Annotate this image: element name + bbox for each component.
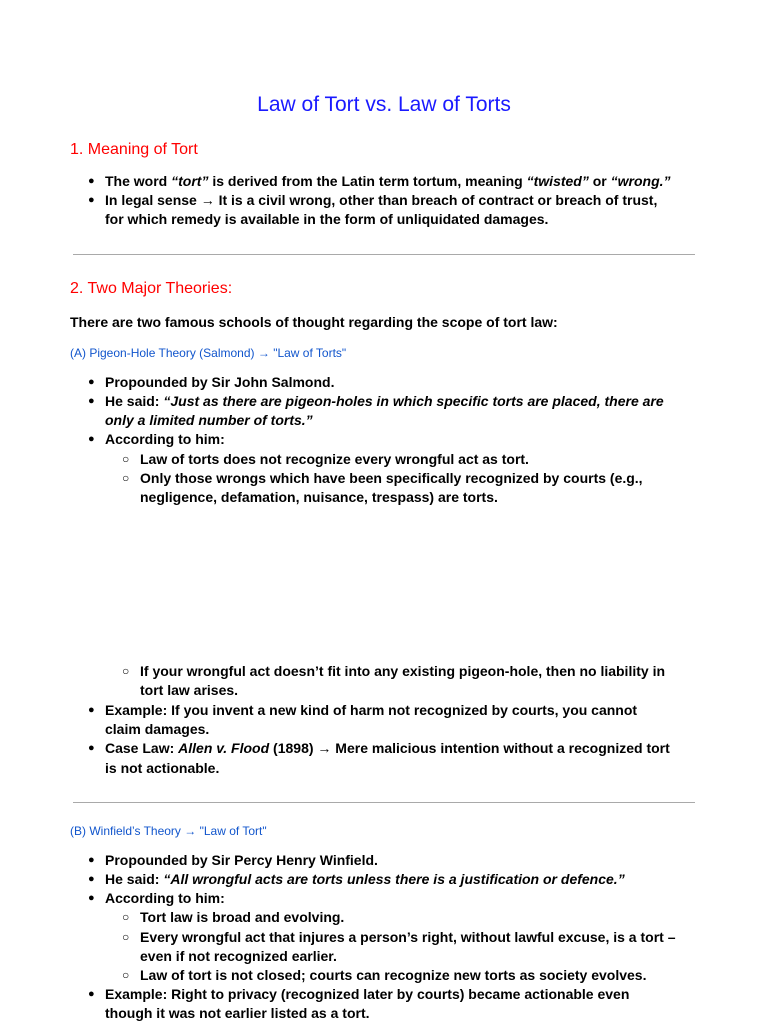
bullet-text-salmond-quote-cont: only a limited number of torts.” [105, 412, 313, 428]
bullet-icon: ● [88, 873, 95, 885]
bullet-icon: ● [88, 892, 95, 904]
subheading-pigeon-hole-theory: (A) Pigeon-Hole Theory (Salmond) → "Law of Torts" [70, 346, 347, 360]
bullet-text-salmond: Propounded by Sir John Salmond. [105, 374, 335, 390]
section-heading-two-theories: 2. Two Major Theories: [70, 280, 233, 297]
sub-bullet-icon: ○ [122, 968, 130, 982]
sub-bullet-text: If your wrongful act doesn’t fit into any existing pigeon-hole, then no liability in [140, 663, 666, 679]
intro-paragraph: There are two famous schools of thought regarding the scope of tort law: [70, 314, 558, 330]
bullet-icon: ● [88, 988, 95, 1000]
bullet-text-winfield: Propounded by Sir Percy Henry Winfield. [105, 852, 378, 868]
section-heading-meaning-of-tort: 1. Meaning of Tort [70, 141, 198, 158]
bullet-text-legal-sense-cont: for which remedy is available in the form of unliquidated damages. [105, 211, 549, 227]
sub-bullet-text: Law of tort is not closed; courts can recognize new torts as society evolves. [140, 967, 647, 983]
sub-bullet-text: Law of torts does not recognize every wrongful act as tort. [140, 451, 529, 467]
sub-bullet-text: Only those wrongs which have been specifically recognized by courts (e.g., [140, 470, 643, 486]
bullet-text-legal-sense: In legal sense → It is a civil wrong, other than breach of contract or breach of trust, [105, 192, 658, 208]
sub-bullet-text-cont: even if not recognized earlier. [140, 948, 337, 964]
bullet-text-case-law: Case Law: Allen v. Flood (1898) → Mere malicious intention without a recognized tort [105, 740, 670, 756]
bullet-text-example-cont: claim damages. [105, 721, 210, 737]
bullet-icon: ● [88, 175, 95, 187]
bullet-text-salmond-quote: He said: “Just as there are pigeon-holes in which specific torts are placed, there are [105, 393, 664, 409]
sub-bullet-text-cont: tort law arises. [140, 682, 239, 698]
bullet-text-winfield-quote: He said: “All wrongful acts are torts unless there is a justification or defence.” [105, 871, 625, 887]
bullet-icon: ● [88, 433, 95, 445]
bullet-icon: ● [88, 854, 95, 866]
document-title: Law of Tort vs. Law of Torts [257, 93, 511, 116]
sub-bullet-text: Every wrongful act that injures a person’s right, without lawful excuse, is a tort – [140, 929, 676, 945]
sub-bullet-icon: ○ [122, 910, 130, 924]
bullet-icon: ● [88, 376, 95, 388]
sub-bullet-icon: ○ [122, 452, 130, 466]
bullet-icon: ● [88, 194, 95, 206]
bullet-text-example-cont: though it was not earlier listed as a tort. [105, 1005, 370, 1021]
subheading-winfield-theory: (B) Winfield’s Theory → "Law of Tort" [70, 824, 267, 838]
bullet-text-etymology: The word “tort” is derived from the Latin term tortum, meaning “twisted” or “wrong.” [105, 173, 671, 189]
bullet-icon: ● [88, 395, 95, 407]
bullet-text-according: According to him: [105, 431, 225, 447]
bullet-text-example: Example: If you invent a new kind of harm not recognized by courts, you cannot [105, 702, 638, 718]
bullet-text-according: According to him: [105, 890, 225, 906]
sub-bullet-text: Tort law is broad and evolving. [140, 909, 345, 925]
horizontal-divider [73, 254, 695, 255]
sub-bullet-icon: ○ [122, 664, 130, 678]
sub-bullet-text-cont: negligence, defamation, nuisance, trespass) are torts. [140, 489, 498, 505]
bullet-icon: ● [88, 704, 95, 716]
horizontal-divider [73, 802, 695, 803]
sub-bullet-icon: ○ [122, 930, 130, 944]
sub-bullet-icon: ○ [122, 471, 130, 485]
bullet-text-example: Example: Right to privacy (recognized later by courts) became actionable even [105, 986, 630, 1002]
bullet-icon: ● [88, 742, 95, 754]
bullet-text-case-law-cont: is not actionable. [105, 760, 220, 776]
